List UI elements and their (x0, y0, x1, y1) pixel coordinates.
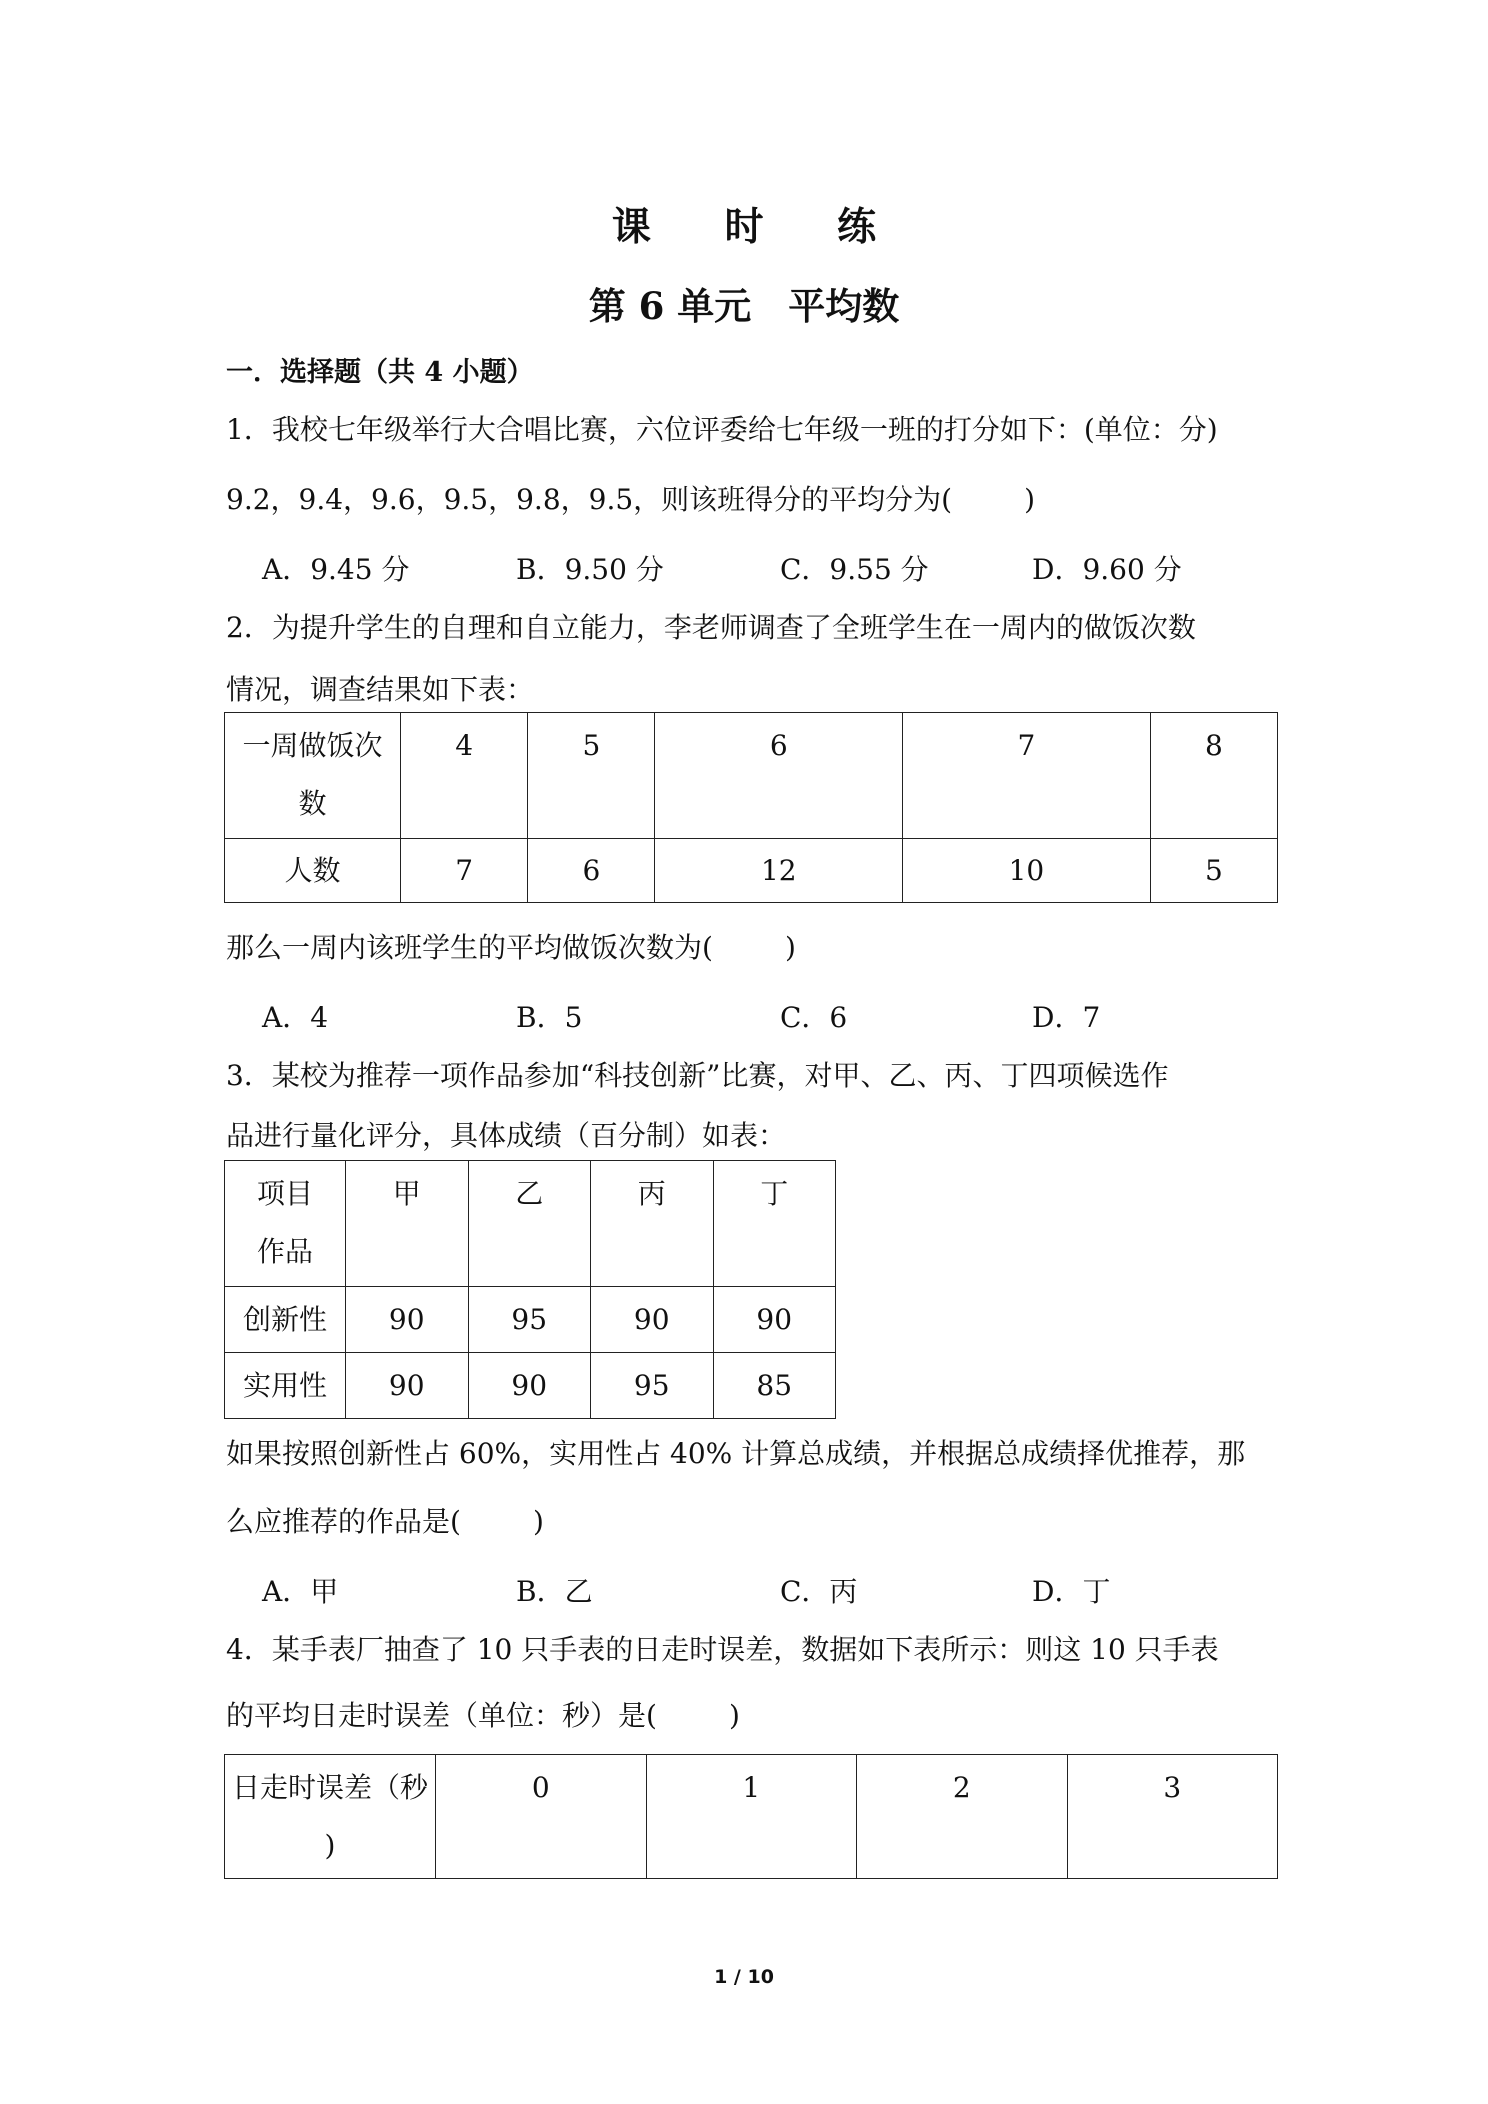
table-cell: 3 (1067, 1755, 1278, 1879)
table-cell: 4 (401, 713, 528, 839)
question-3-paren: ) (532, 1505, 544, 1538)
header-line: 作品 (256, 1235, 313, 1268)
table-header-cell (225, 713, 401, 839)
question-4-paren: ) (728, 1699, 740, 1732)
header-line: 数 (298, 787, 327, 820)
question-2-option-a: A．4 (262, 1001, 329, 1034)
question-3-option-a: A．甲 (262, 1575, 339, 1608)
table-row (225, 1755, 1278, 1879)
question-3-option-c: C．丙 (780, 1575, 858, 1608)
question-4-line1: 4．某手表厂抽查了 10 只手表的日走时误差，数据如下表所示：则这 10 只手表 (226, 1633, 1219, 1666)
question-3-after2 (226, 1500, 544, 1540)
question-4-line2 (226, 1694, 740, 1734)
table-header-cell (225, 1755, 436, 1879)
question-2-after (226, 926, 796, 966)
question-1-paren: ) (1024, 483, 1036, 516)
question-1-line1: 1．我校七年级举行大合唱比赛，六位评委给七年级一班的打分如下：(单位：分) (226, 413, 1218, 446)
table-column-header: 甲 (346, 1161, 469, 1287)
table-cell: 90 (713, 1287, 836, 1353)
question-2-line1: 2．为提升学生的自理和自立能力，李老师调查了全班学生在一周内的做饭次数 (226, 611, 1196, 644)
question-3-option-d: D．丁 (1032, 1575, 1111, 1608)
table-cell: 95 (468, 1287, 591, 1353)
question-1-option-a: A．9.45 分 (262, 553, 410, 586)
table-cell: 5 (1150, 839, 1277, 903)
table-cell: 12 (655, 839, 903, 903)
table-cell: 85 (713, 1353, 836, 1419)
cooking-frequency-table (224, 712, 1278, 903)
question-3-after1: 如果按照创新性占 60%，实用性占 40% 计算总成绩，并根据总成绩择优推荐，那 (226, 1437, 1246, 1470)
table-cell: 90 (346, 1287, 469, 1353)
table-row (225, 1161, 836, 1287)
table-cell: 90 (346, 1353, 469, 1419)
table-column-header: 乙 (468, 1161, 591, 1287)
table-cell: 90 (468, 1353, 591, 1419)
question-2-option-d: D．7 (1032, 1001, 1101, 1034)
question-2-option-c: C．6 (780, 1001, 848, 1034)
question-1-option-c: C．9.55 分 (780, 553, 929, 586)
question-3-line1: 3．某校为推荐一项作品参加“科技创新”比赛，对甲、乙、丙、丁四项候选作 (226, 1059, 1169, 1092)
table-cell: 95 (591, 1353, 714, 1419)
table-row-label: 创新性 (225, 1287, 346, 1353)
project-score-table (224, 1160, 836, 1419)
question-1-line2 (226, 478, 1035, 518)
table-header-cell: 人数 (225, 839, 401, 903)
table-row (225, 1287, 836, 1353)
question-1-stem: 9.2，9.4，9.6，9.5，9.8，9.5，则该班得分的平均分为( (226, 483, 953, 516)
header-line: ) (324, 1829, 336, 1862)
question-3-stem: 么应推荐的作品是( (226, 1505, 461, 1538)
question-2-option-b: B．5 (516, 1001, 583, 1034)
table-cell: 0 (436, 1755, 647, 1879)
table-cell: 2 (857, 1755, 1068, 1879)
table-header-cell (225, 1161, 346, 1287)
page-number: 1 / 10 (714, 1966, 774, 1988)
question-1-option-b: B．9.50 分 (516, 553, 664, 586)
question-1-option-d: D．9.60 分 (1032, 553, 1182, 586)
question-2-stem: 那么一周内该班学生的平均做饭次数为( (226, 931, 713, 964)
header-line: 日走时误差（秒 (231, 1771, 428, 1804)
page-title: 课 时 练 (611, 204, 907, 250)
table-row (225, 839, 1278, 903)
table-cell: 90 (591, 1287, 714, 1353)
table-cell: 7 (903, 713, 1151, 839)
table-cell: 7 (401, 839, 528, 903)
table-cell: 10 (903, 839, 1151, 903)
question-4-stem: 的平均日走时误差（单位：秒）是( (226, 1699, 657, 1732)
table-column-header: 丙 (591, 1161, 714, 1287)
table-cell: 6 (528, 839, 655, 903)
table-cell: 1 (646, 1755, 857, 1879)
question-3-option-b: B．乙 (516, 1575, 593, 1608)
question-2-paren: ) (784, 931, 796, 964)
watch-error-table (224, 1754, 1278, 1879)
table-column-header: 丁 (713, 1161, 836, 1287)
section-heading: 一．选择题（共 4 小题） (226, 357, 534, 388)
table-row (225, 1353, 836, 1419)
table-row-label: 实用性 (225, 1353, 346, 1419)
header-line: 一周做饭次 (242, 729, 383, 762)
header-line: 项目 (256, 1177, 313, 1210)
question-3-line2: 品进行量化评分，具体成绩（百分制）如表： (226, 1119, 787, 1152)
table-cell: 5 (528, 713, 655, 839)
question-2-line2: 情况，调查结果如下表： (226, 673, 535, 706)
table-cell: 8 (1150, 713, 1277, 839)
table-row (225, 713, 1278, 839)
unit-title: 第 6 单元 平均数 (588, 284, 900, 328)
table-cell: 6 (655, 713, 903, 839)
